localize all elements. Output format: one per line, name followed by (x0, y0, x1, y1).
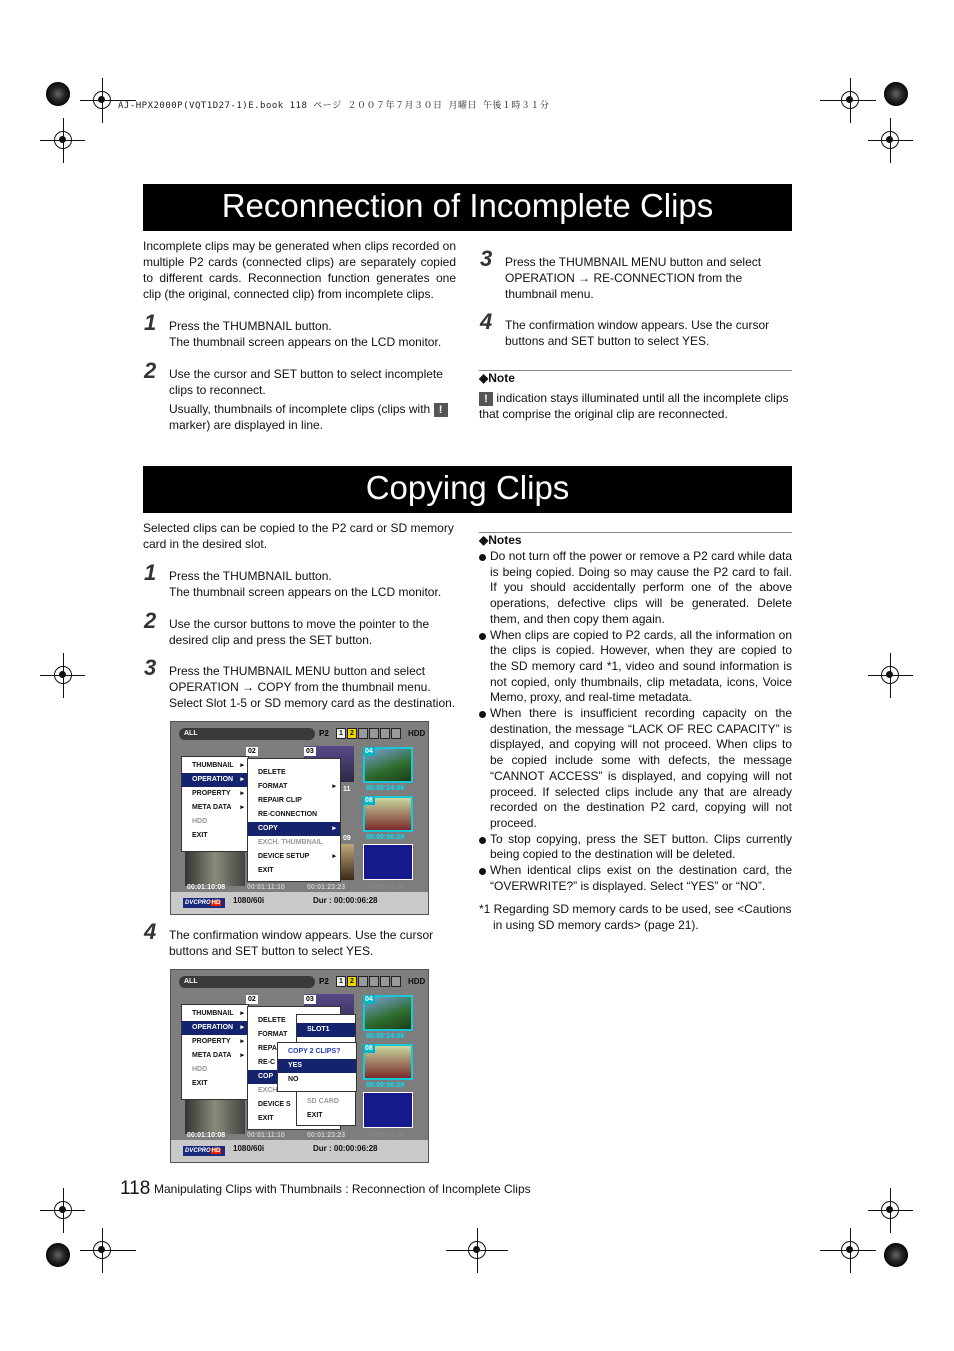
clip-number: 02 (248, 996, 256, 1003)
step-text: Press the THUMBNAIL button. (169, 569, 332, 583)
thumbnail-menu (181, 756, 249, 852)
info-bar (171, 892, 428, 914)
step-number: 1 (144, 560, 157, 585)
clip-number: 09 (343, 835, 351, 842)
menu-item-exit[interactable]: EXIT (258, 867, 274, 874)
menu-item-re-connection[interactable]: RE-CONNECTION (258, 811, 318, 818)
slot-6 (391, 976, 401, 987)
clip-number: 04 (365, 748, 373, 755)
timecode: 00:01:10:08 (187, 1132, 226, 1139)
duration-label: Dur : 00:00:06:28 (313, 1144, 378, 1153)
p2-label: P2 (319, 729, 329, 738)
menu-item-copy[interactable]: COPY ▸ (248, 822, 340, 836)
timecode: 00:01:10:08 (187, 884, 226, 891)
format-label: 1080/60i (233, 1144, 265, 1153)
status-bar (179, 976, 426, 988)
slot-5 (380, 728, 390, 739)
status-bar (179, 728, 426, 740)
intro-text: Selected clips can be copied to the P2 card or SD memory card in the desired slot. (143, 521, 454, 551)
p2-label: P2 (319, 977, 329, 986)
registration-mark-br (884, 1243, 908, 1267)
step-text: The thumbnail screen appears on the LCD monitor. (169, 585, 442, 599)
registration-target (881, 1201, 899, 1219)
menu-item-repair-clip[interactable]: REPAIR CLIP (258, 797, 302, 804)
clip-thumbnail (363, 1092, 413, 1128)
timecode: 00:00:56:29 (366, 834, 405, 841)
menu-item-operation[interactable]: OPERATION ▸ (182, 773, 248, 787)
incomplete-marker-icon: ! (434, 403, 448, 417)
menu-item-property[interactable]: PROPERTY ▸ (182, 787, 248, 801)
clip-number: 02 (248, 748, 256, 755)
menu-item-copy[interactable]: COP (248, 1070, 340, 1084)
dvc-text: DVCPRO (185, 1148, 211, 1154)
step-subtext-b: marker) are displayed in line. (169, 418, 324, 432)
note-item: When identical clips exist on the destination card, the “OVERWRITE?” is displayed. Select “YES” or “NO”. (479, 863, 792, 894)
slot-1: 1 (336, 976, 346, 987)
menu-item-thumbnail[interactable]: THUMBNAIL ▸ (182, 759, 248, 773)
slot-3 (358, 976, 368, 987)
footnote: *1 Regarding SD memory cards to be used, see <Cautions in using SD memory cards> (page 21). (479, 902, 792, 932)
dvcpro-hd-logo (183, 898, 225, 908)
registration-mark-bl (46, 1243, 70, 1267)
step-text: Press the THUMBNAIL button. (169, 319, 332, 333)
registration-target (54, 131, 72, 149)
filter-all: ALL (179, 728, 315, 740)
menu-item-exit[interactable]: EXIT (192, 832, 208, 839)
step-text: The confirmation window appears. Use the cursor buttons and SET button to select YES. (505, 318, 770, 348)
section-title-copying: Copying Clips (143, 466, 792, 513)
destination-slot1[interactable]: SLOT1 (297, 1023, 355, 1037)
note-item: To stop copying, press the SET button. Clips currently being copied to the destination will be deleted. (479, 832, 792, 863)
menu-item-format[interactable]: FORMAT (258, 1031, 288, 1038)
note-heading: ◆Note (479, 371, 515, 385)
clip-thumbnail (185, 1098, 245, 1134)
clip-number: 04 (365, 996, 373, 1003)
timecode: 00:00:24:06 (366, 785, 405, 792)
timecode: 00:01:11:10 (247, 884, 285, 891)
print-header: AJ-HPX2000P(VQT1D27-1)E.book 118 ページ ２００７年７月３０日 月曜日 午後１時３１分 (118, 101, 550, 111)
registration-target (93, 91, 111, 109)
hdd-label: HDD (408, 729, 426, 738)
menu-item-exit[interactable]: EXIT (258, 1115, 274, 1122)
filter-all: ALL (179, 976, 315, 988)
menu-item-property[interactable]: PROPERTY ▸ (182, 1035, 248, 1049)
timecode: 00:00:56:29 (366, 1082, 405, 1089)
menu-item-operation[interactable]: OPERATION ▸ (182, 1021, 248, 1035)
timecode: 00:00:00:00 (367, 1132, 406, 1139)
menu-item-device-setup[interactable]: DEVICE S (258, 1101, 291, 1108)
menu-item-format[interactable]: FORMAT ▸ (248, 780, 340, 794)
confirm-dialog (277, 1042, 357, 1092)
registration-mark-tr (884, 82, 908, 106)
hd-text: HD (211, 1148, 221, 1154)
note-text (479, 390, 792, 422)
info-bar (171, 1140, 428, 1162)
menu-item-exch-thumbnail[interactable]: EXCH. THUMBNAIL (258, 839, 323, 846)
slot-5 (380, 976, 390, 987)
registration-mark-tl (46, 82, 70, 106)
notes-rule (479, 532, 792, 533)
step-number: 3 (144, 655, 157, 680)
note-item: When there is insufficient recording capacity on the destination, the message “LACK OF REC CAPACITY” is displayed, and copying will not proceed. When clips to be copied include some with defects, the message “CANNOT ACCESS” is displayed, and copying will not proceed. If selected clips include any that are already recorded on the destination P2 card, copying will not proceed. (479, 706, 792, 832)
timecode: 00:01:23:23 (307, 884, 346, 891)
slot-4 (369, 976, 379, 987)
registration-target (841, 1241, 859, 1259)
timecode: 00:00:24:06 (366, 1033, 405, 1040)
menu-item-delete[interactable]: DELETE (258, 769, 286, 776)
dvcpro-hd-logo (183, 1146, 225, 1156)
hdd-label: HDD (408, 977, 426, 986)
registration-target (93, 1241, 111, 1259)
menu-item-hdd[interactable]: HDD (192, 1066, 208, 1073)
note-body: indication stays illuminated until all the incomplete clips that comprise the original clip are reconnected. (479, 391, 789, 421)
step-number: 2 (144, 608, 157, 633)
menu-item-hdd[interactable]: HDD (192, 818, 208, 825)
copy-confirm-screenshot (170, 969, 429, 1163)
confirm-message: COPY 2 CLIPS? (288, 1048, 341, 1055)
timecode: 00:01:23:23 (307, 1132, 346, 1139)
note-rule (479, 370, 792, 371)
clip-number: 03 (306, 996, 314, 1003)
dvc-text: DVCPRO (185, 900, 211, 906)
confirm-no[interactable]: NO (288, 1076, 299, 1083)
menu-item-meta-data[interactable]: META DATA ▸ (182, 1049, 248, 1063)
step-number: 4 (144, 919, 157, 944)
step-number: 1 (144, 310, 157, 335)
note-item: When clips are copied to P2 cards, all the information on the clips is copied. However, when they are copied to the SD memory card *1, video and sound information is not copied, only thumbnails, clip metadata, icons, Voice Memo, proxy, and real-time metadata. (479, 628, 792, 707)
step-text: Use the cursor and SET button to select incomplete clips to reconnect. (169, 367, 443, 397)
step-text: The thumbnail screen appears on the LCD monitor. (169, 335, 442, 349)
slot-2: 2 (347, 728, 357, 739)
step-text: Use the cursor buttons to move the pointer to the desired clip and press the SET button. (169, 617, 430, 647)
registration-target (841, 91, 859, 109)
clip-number: 03 (306, 748, 314, 755)
thumbnail-menu (181, 1004, 249, 1100)
step-text: Press the THUMBNAIL MENU button and select OPERATION → RE-CONNECTION from the thumbnail menu. (505, 255, 762, 301)
menu-item-exit[interactable]: EXIT (192, 1080, 208, 1087)
incomplete-marker-icon: ! (479, 392, 493, 406)
menu-item-delete[interactable]: DELETE (258, 1017, 286, 1024)
clip-thumbnail (185, 850, 245, 886)
destination-sd-card[interactable]: SD CARD (307, 1098, 339, 1105)
section-title-reconnection: Reconnection of Incomplete Clips (143, 184, 792, 231)
menu-item-exit[interactable]: EXIT (307, 1112, 323, 1119)
thumbnail-menu-screenshot (170, 721, 429, 915)
menu-item-meta-data[interactable]: META DATA ▸ (182, 801, 248, 815)
notes-heading: ◆Notes (479, 533, 522, 547)
step-text: The confirmation window appears. Use the cursor buttons and SET button to select YES. (169, 928, 434, 958)
menu-item-repair-clip[interactable]: REPA (258, 1045, 277, 1052)
step-text: Press the THUMBNAIL MENU button and select OPERATION → COPY from the thumbnail menu. Select Slot 1-5 or SD memory card as the destination. (169, 664, 456, 710)
step-number: 3 (480, 246, 493, 271)
timecode: 00:01:11:10 (247, 1132, 285, 1139)
step-subtext (169, 401, 459, 433)
registration-target (54, 666, 72, 684)
clip-number: 08 (365, 797, 373, 804)
registration-target (881, 666, 899, 684)
registration-target (54, 1201, 72, 1219)
confirm-yes[interactable]: YES (278, 1059, 356, 1073)
step-subtext-a: Usually, thumbnails of incomplete clips (clips with (169, 402, 431, 416)
menu-item-re-connection[interactable]: RE-C (258, 1059, 276, 1066)
timecode: 00:00:00:00 (367, 884, 406, 891)
step-number: 2 (144, 358, 157, 383)
slot-6 (391, 728, 401, 739)
operation-submenu (247, 758, 341, 882)
duration-label: Dur : 00:00:06:28 (313, 896, 378, 905)
slot-2: 2 (347, 976, 357, 987)
registration-target (881, 131, 899, 149)
registration-target (468, 1241, 486, 1259)
step-number: 4 (480, 309, 493, 334)
running-footer: Manipulating Clips with Thumbnails : Reconnection of Incomplete Clips (154, 1182, 531, 1196)
page-number: 118 (120, 1178, 151, 1199)
format-label: 1080/60i (233, 896, 265, 905)
menu-item-device-setup[interactable]: DEVICE SETUP ▸ (248, 850, 340, 864)
hd-text: HD (211, 900, 221, 906)
notes-list (479, 549, 792, 894)
clip-number: 08 (365, 1045, 373, 1052)
intro-text: Incomplete clips may be generated when clips recorded on multiple P2 cards (connected clips) are separately copied to different cards. Reconnection function generates one clip (the original, connected clip) from incomplete clips. (143, 239, 456, 301)
note-item: Do not turn off the power or remove a P2 card while data is being copied. Doing so may cause the P2 card to fail. If you should accidentally perform one of the above operations, defective clips will be generated. Delete them, and then copy them again. (479, 549, 792, 628)
menu-item-exch-thumbnail[interactable]: EXCH (258, 1087, 278, 1094)
slot-1: 1 (336, 728, 346, 739)
slot-4 (369, 728, 379, 739)
clip-thumbnail (363, 844, 413, 880)
clip-number: 11 (343, 786, 351, 793)
menu-item-thumbnail[interactable]: THUMBNAIL ▸ (182, 1007, 248, 1021)
slot-3 (358, 728, 368, 739)
